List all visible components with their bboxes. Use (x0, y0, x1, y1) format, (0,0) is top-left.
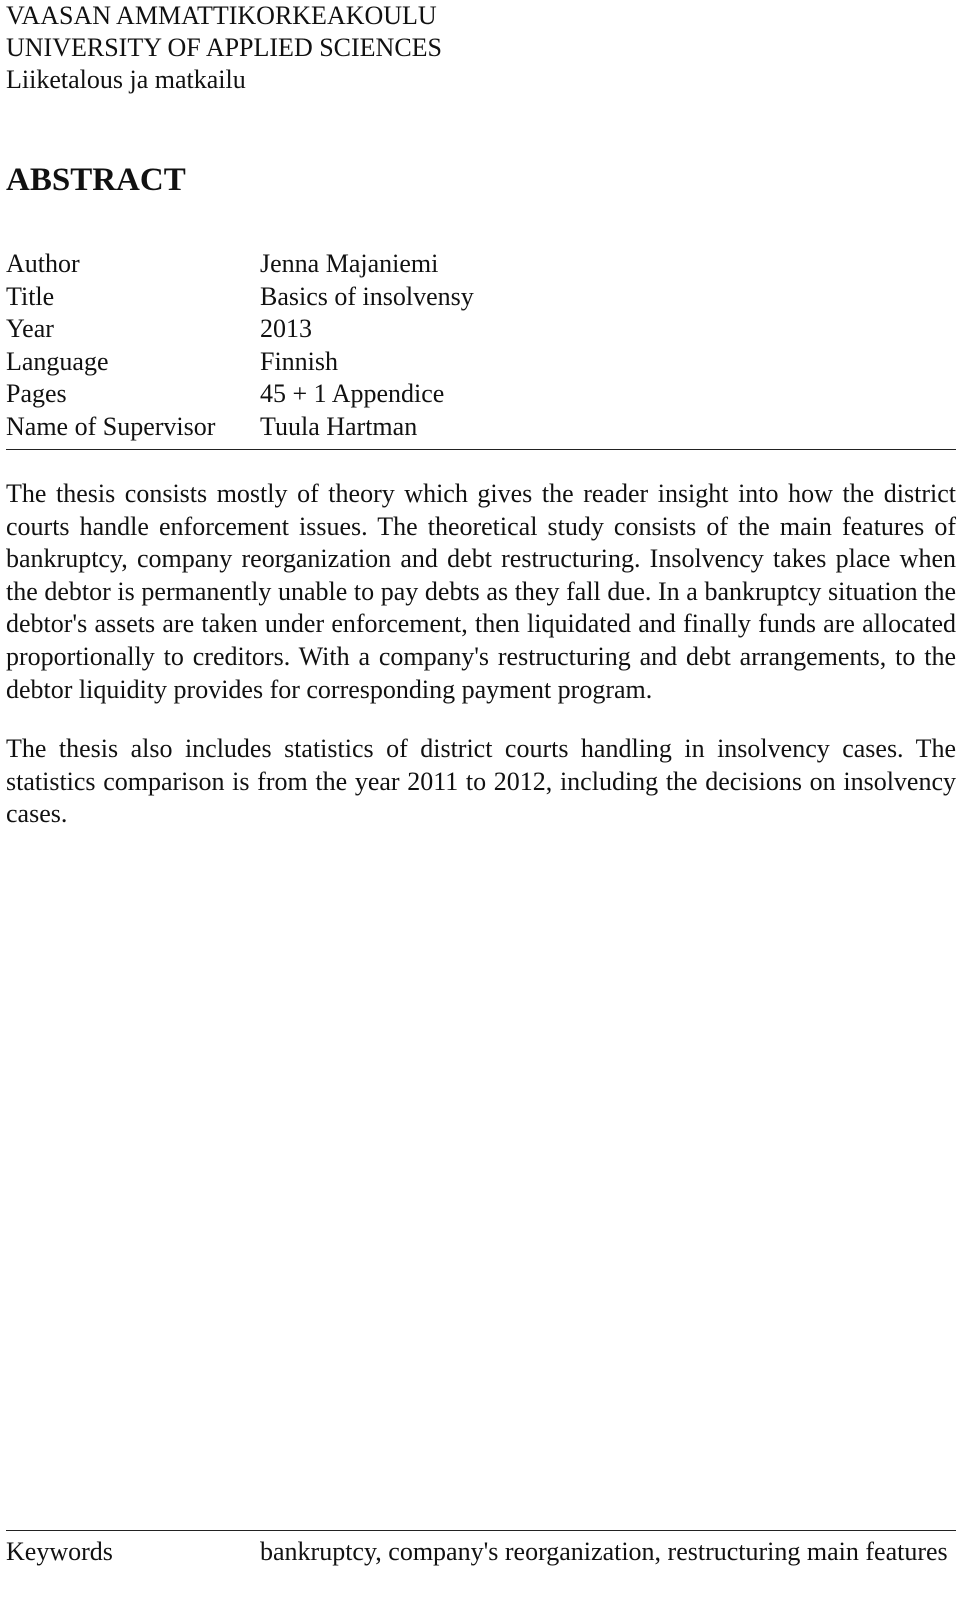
abstract-paragraph: The thesis consists mostly of theory which gives the reader insight into how the district courts handle enforcement issues. The theoretical study consists of the main features of bankruptcy, company reorganization and debt restructuring. Insolvency takes place when the debtor is permanently unable to pay debts as they fall due. In a bankruptcy situation the debtor's assets are taken under enforcement, then liquidated and finally funds are allocated proportionally to creditors. With a company's restructuring and debt arrangements, to the debtor liquidity provides for corresponding payment program. (6, 479, 956, 704)
institution-header (6, 0, 442, 96)
metadata-row-author (6, 248, 956, 281)
keywords-value: bankruptcy, company's reorganization, restructuring main features (260, 1537, 948, 1566)
abstract-heading: ABSTRACT (6, 162, 186, 198)
metadata-row-supervisor (6, 411, 956, 444)
metadata-value: Tuula Hartman (260, 411, 418, 441)
keywords-divider (6, 1530, 956, 1531)
metadata-label: Year (6, 314, 54, 344)
keywords-row (6, 1536, 956, 1568)
metadata-label: Author (6, 249, 80, 278)
metadata-label: Name of Supervisor (6, 411, 216, 441)
institution-name-english: UNIVERSITY OF APPLIED SCIENCES (6, 33, 443, 62)
metadata-divider (6, 449, 956, 450)
metadata-row-pages (6, 378, 956, 411)
metadata-row-language (6, 346, 956, 379)
keywords-label: Keywords (6, 1537, 113, 1566)
thesis-metadata-table (6, 248, 956, 444)
abstract-body (6, 478, 956, 831)
metadata-row-title (6, 281, 956, 314)
metadata-value: Finnish (260, 346, 339, 376)
metadata-value: Jenna Majaniemi (260, 249, 439, 278)
degree-programme: Liiketalous ja matkailu (6, 65, 246, 94)
metadata-row-year (6, 313, 956, 346)
metadata-label: Title (6, 281, 55, 311)
metadata-label: Language (6, 346, 109, 376)
metadata-value: 2013 (260, 314, 312, 344)
metadata-value: Basics of insolvensy (260, 281, 474, 311)
metadata-value: 45 + 1 Appendice (260, 379, 445, 409)
institution-name-finnish: VAASAN AMMATTIKORKEAKOULU (6, 1, 437, 30)
abstract-paragraph: The thesis also includes statistics of district courts handling in insolvency cases. The statistics comparison is from the year 2011 to 2012, including the decisions on insolvency cases. (6, 734, 956, 829)
metadata-label: Pages (6, 379, 67, 409)
